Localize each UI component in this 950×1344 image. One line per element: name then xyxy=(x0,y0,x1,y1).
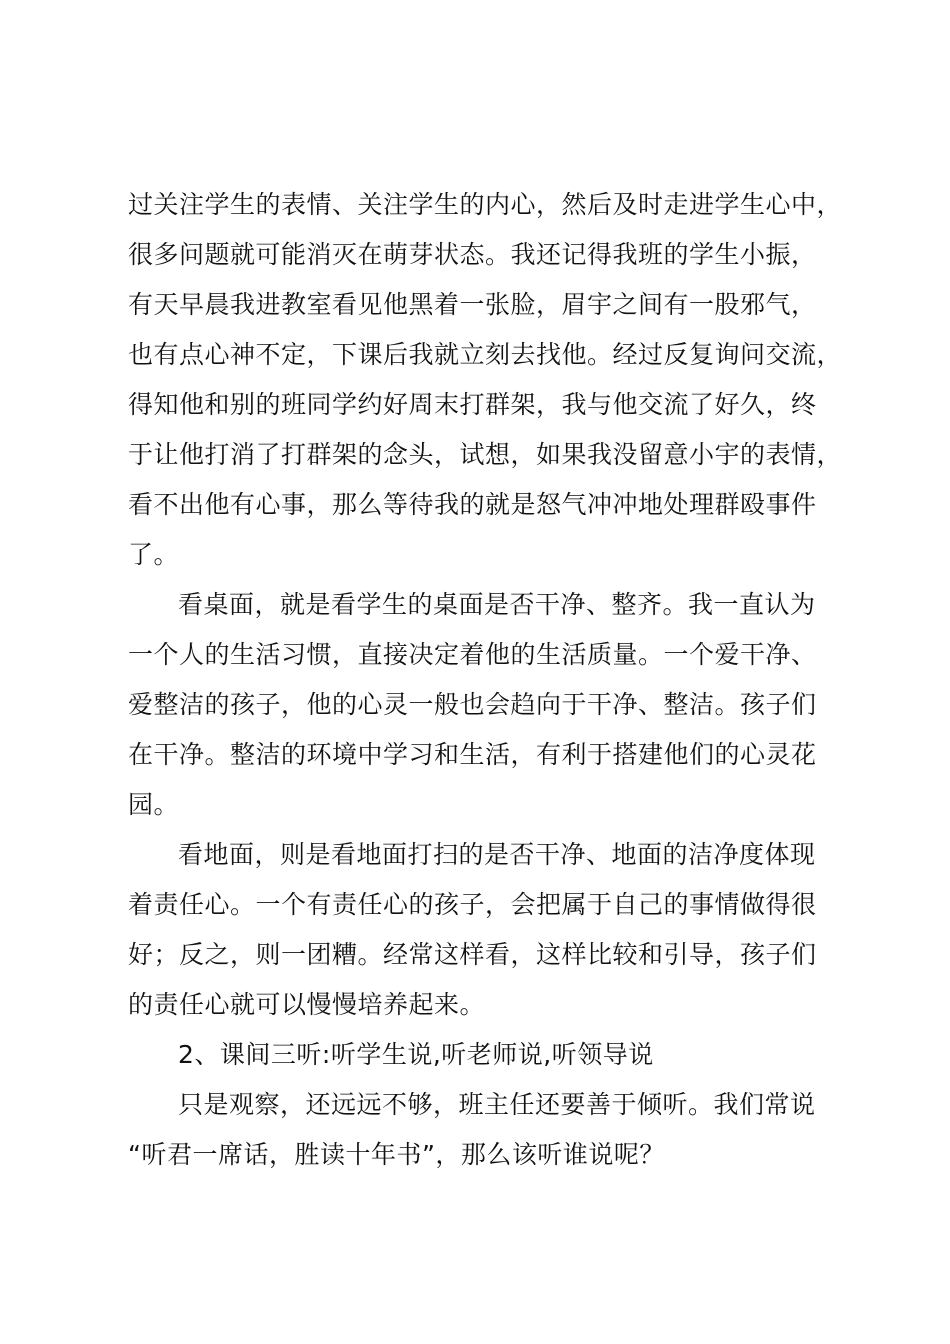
text-line: 的责任心就可以慢慢培养起来。 xyxy=(128,990,486,1019)
text-line: 也有点心神不定，下课后我就立刻去找他。经过反复询问交流， xyxy=(128,340,843,369)
section-heading-three-listens xyxy=(128,1030,858,1080)
text-line: 过关注学生的表情、关注学生的内心，然后及时走进学生心中， xyxy=(128,190,843,219)
paragraph-listening xyxy=(128,1080,858,1180)
paragraph-floor xyxy=(128,830,858,1030)
text-line: 2、课间三听:听学生说,听老师说,听领导说 xyxy=(178,1040,654,1069)
text-line: 看桌面，就是看学生的桌面是否干净、整齐。我一直认为 xyxy=(178,590,816,619)
text-line: 了。 xyxy=(128,540,180,569)
text-line: 于让他打消了打群架的念头，试想，如果我没留意小宇的表情， xyxy=(128,440,843,469)
paragraph-desk xyxy=(128,580,858,830)
text-line: 看地面，则是看地面打扫的是否干净、地面的洁净度体现 xyxy=(178,840,816,869)
text-line: 有天早晨我进教室看见他黑着一张脸，眉宇之间有一股邪气， xyxy=(128,290,817,319)
document-body xyxy=(128,180,858,1180)
text-line: 得知他和别的班同学约好周末打群架，我与他交流了好久，终 xyxy=(128,390,817,419)
paragraph-student-expression xyxy=(128,180,858,580)
text-line: 一个人的生活习惯，直接决定着他的生活质量。一个爱干净、 xyxy=(128,640,817,669)
text-line: 着责任心。一个有责任心的孩子，会把属于自己的事情做得很 xyxy=(128,890,817,919)
text-line: “听君一席话，胜读十年书”，那么该听谁说呢？ xyxy=(128,1140,665,1169)
text-line: 好；反之，则一团糟。经常这样看，这样比较和引导，孩子们 xyxy=(128,940,817,969)
text-line: 看不出他有心事，那么等待我的就是怒气冲冲地处理群殴事件 xyxy=(128,490,817,519)
text-line: 很多问题就可能消灭在萌芽状态。我还记得我班的学生小振， xyxy=(128,240,817,269)
text-line: 在干净。整洁的环境中学习和生活，有利于搭建他们的心灵花 xyxy=(128,740,817,769)
text-line: 只是观察，还远远不够，班主任还要善于倾听。我们常说 xyxy=(178,1090,816,1119)
text-line: 爱整洁的孩子，他的心灵一般也会趋向于干净、整洁。孩子们 xyxy=(128,690,817,719)
text-line: 园。 xyxy=(128,790,180,819)
